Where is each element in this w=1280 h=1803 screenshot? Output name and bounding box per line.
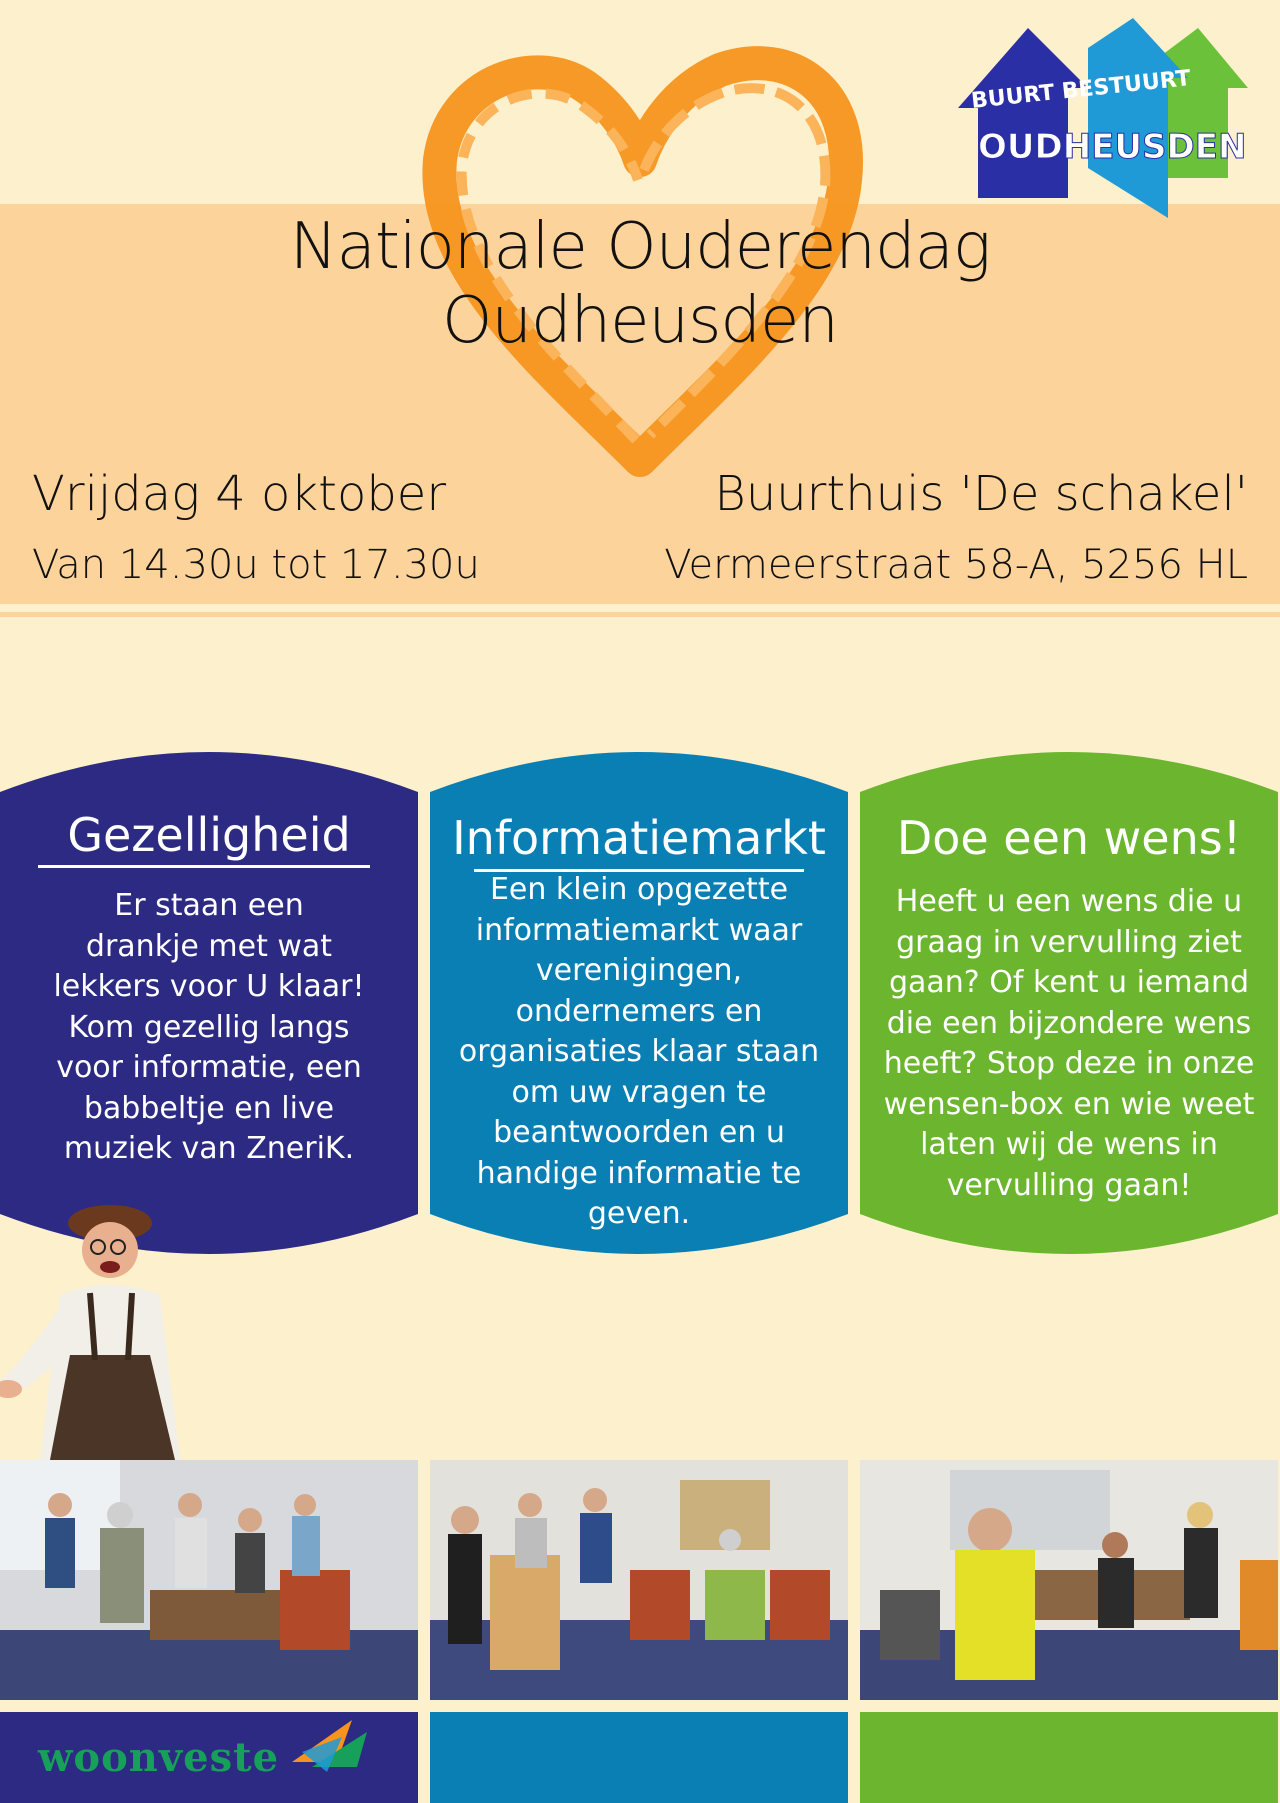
panel-text-line: heeft? Stop deze in onze: [883, 1046, 1255, 1081]
panel-text-line: ondernemers en: [515, 993, 763, 1029]
panel-text-line: organisaties klaar staan: [458, 1034, 820, 1069]
panel-text-line: muziek van ZneriK.: [63, 1131, 355, 1166]
event-photo-2: [430, 1460, 848, 1700]
event-time: Van 14.30u tot 17.30u: [32, 542, 480, 588]
event-date: Vrijdag 4 oktober: [32, 466, 447, 522]
woonveste-logo-icon: [282, 1712, 372, 1782]
panel-body: [880, 882, 1258, 1206]
panel-text-line: gaan? Of kent u iemand: [888, 965, 1250, 1000]
header-band-divider: [0, 612, 1280, 617]
footer-block-2: [430, 1712, 848, 1803]
event-venue: Buurthuis 'De schakel': [714, 466, 1248, 522]
panel-text-line: beantwoorden en u: [493, 1115, 785, 1150]
event-photo-1: [0, 1460, 418, 1700]
panel-heading: Informatiemarkt: [452, 811, 826, 865]
panel-body: [20, 886, 398, 1170]
panel-text-line: die een bijzondere wens: [886, 1005, 1252, 1041]
panel-text-line: verenigingen,: [535, 953, 743, 988]
panel-text-line: laten wij de wens in: [920, 1127, 1218, 1162]
logo-line-1: BUURT BESTUURT: [970, 66, 1192, 114]
panel-text-line: babbeltje en live: [83, 1090, 335, 1126]
buurt-bestuurt-logo: [958, 18, 1250, 218]
panel-body: [450, 870, 828, 1235]
entertainer-photo: [0, 1175, 200, 1460]
panel-text-line: geven.: [587, 1196, 691, 1231]
title-line-1: Nationale Ouderendag: [289, 210, 991, 284]
panel-text-line: graag in vervulling ziet: [896, 924, 1242, 960]
title-line-2: Oudheusden: [442, 284, 838, 358]
panel-text-line: handige informatie te: [476, 1155, 802, 1191]
event-photo-3: [860, 1460, 1278, 1700]
panel-text-line: Kom gezellig langs: [68, 1009, 350, 1045]
panel-text-line: vervulling gaan!: [946, 1167, 1192, 1203]
logo-line-2: OUDHEUSDEN: [978, 127, 1247, 167]
panel-text-line: wensen-box en wie weet: [883, 1086, 1255, 1122]
woonveste-logo: woonveste: [38, 1734, 280, 1781]
panel-text-line: om uw vragen te: [511, 1074, 767, 1110]
panel-doe-een-wens: [860, 752, 1278, 1254]
panel-text-line: drankje met wat: [85, 928, 333, 964]
panel-text-line: Er staan een: [114, 888, 304, 923]
panel-informatiemarkt: [430, 752, 848, 1254]
page-title: [240, 210, 1040, 358]
panel-divider: [38, 865, 370, 868]
panel-text-line: lekkers voor U klaar!: [53, 969, 365, 1004]
panel-heading: Gezelligheid: [67, 808, 351, 862]
event-address: Vermeerstraat 58-A, 5256 HL: [664, 542, 1248, 588]
panel-text-line: informatiemarkt waar: [475, 912, 803, 948]
panel-text-line: voor informatie, een: [56, 1050, 362, 1085]
panel-heading: Doe een wens!: [896, 811, 1242, 865]
panel-text-line: Heeft u een wens die u: [895, 884, 1243, 919]
footer-block-3: [860, 1712, 1278, 1803]
panel-text-line: Een klein opgezette: [489, 872, 789, 907]
house-arrows-icon: [958, 18, 1250, 218]
